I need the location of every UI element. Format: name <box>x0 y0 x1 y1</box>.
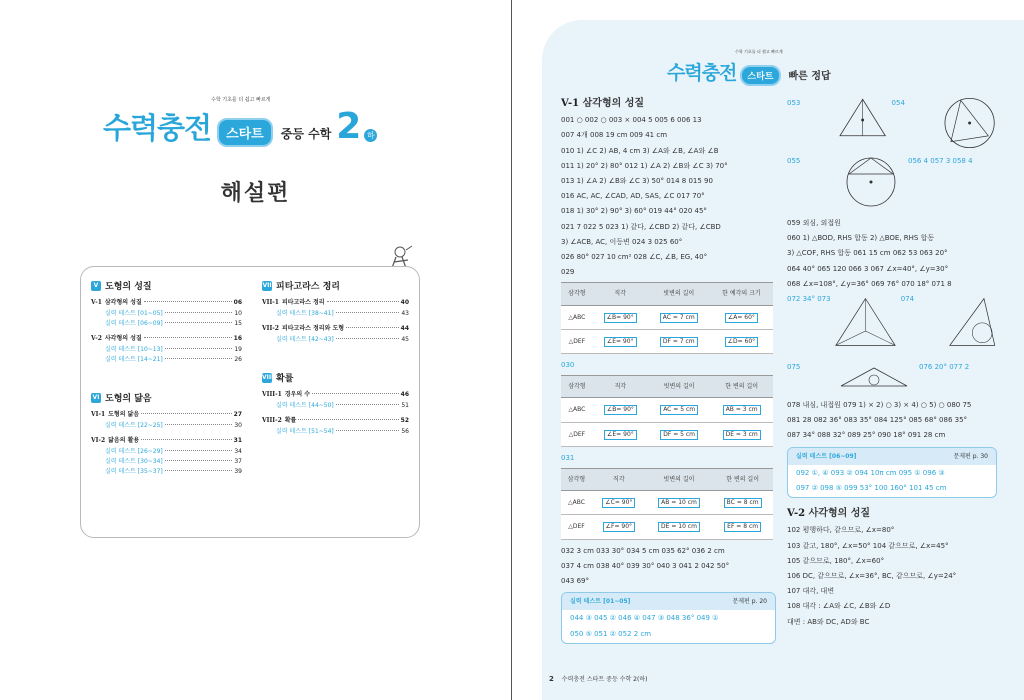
toc-chapter <box>91 298 242 308</box>
answer-line: 064 40° 065 120 066 3 067 ∠x=40°, ∠y=30° <box>787 264 949 273</box>
table-header-row <box>561 469 773 491</box>
cell-value: DE = 10 cm <box>658 522 700 532</box>
toc-column-1 <box>91 279 250 487</box>
table-cell <box>710 422 773 446</box>
table-header: 한 변의 길이 <box>712 469 773 491</box>
chapter-title: 경우의 수 <box>284 391 311 398</box>
circle-triangle-figure-icon <box>839 154 904 209</box>
answer-line: 105 같으므로, 180°, ∠x=60° <box>787 556 885 565</box>
page-footer: 2 수력충전 스타트 중등 수학 2(하) <box>549 675 648 683</box>
table-header: 삼각형 <box>561 283 593 305</box>
test-page: 19 <box>234 346 242 353</box>
table-cell <box>592 491 646 515</box>
chapter-label <box>91 298 142 308</box>
table-cell <box>648 422 710 446</box>
table-cell <box>592 515 646 539</box>
answer-line: 032 3 cm 033 30° 034 5 cm 035 62° 036 2 cm <box>561 546 725 555</box>
left-logo <box>103 97 377 147</box>
table-cell <box>648 398 710 422</box>
right-page <box>512 0 1024 700</box>
right-logo <box>667 49 831 86</box>
test-label: 실력 테스트 [38~41] <box>276 310 334 317</box>
table-header: 빗변의 길이 <box>648 376 710 398</box>
table-row <box>561 398 773 422</box>
test-label: 실력 테스트 [42~43] <box>276 336 334 343</box>
figure-row-055: 055 056 4 057 3 058 4 <box>787 154 997 216</box>
table-cell <box>561 398 593 422</box>
test-page: 10 <box>234 310 242 317</box>
table-cell <box>561 491 592 515</box>
flat-triangle-figure-icon <box>839 360 909 390</box>
cell-value: AC = 7 cm <box>660 313 698 323</box>
leader-dots <box>336 430 400 431</box>
test-label: 실력 테스트 [06~09] <box>105 320 163 327</box>
cell-value: ∠A= 60° <box>725 313 758 323</box>
table-row <box>561 491 773 515</box>
answer-line: 103 같고, 180°, ∠x=50° 104 같으므로, ∠x=45° <box>787 541 949 550</box>
logo-brand: 수력충전 <box>103 111 212 145</box>
leader-dots <box>298 419 398 420</box>
chapter-number: VII-2 <box>262 325 279 332</box>
table-cell <box>561 515 592 539</box>
page-title: 해설편 <box>220 181 291 206</box>
toc-chapter <box>262 324 409 334</box>
answer-line: 대변 : AB와 DC, AD와 BC <box>787 617 870 626</box>
toc-chapter <box>91 334 242 344</box>
answer-line: 029 <box>561 268 575 277</box>
table-header: 직각 <box>593 376 648 398</box>
answer-line: 102 평행하다, 같으므로, ∠x=80° <box>787 526 895 535</box>
logo-subject: 중등 수학 <box>280 127 332 141</box>
cell-value: EF = 8 cm <box>724 522 761 532</box>
chapter-label <box>262 298 325 308</box>
leader-dots <box>336 404 400 405</box>
cell-value: ∠B= 90° <box>604 313 637 323</box>
toc-part-head <box>91 391 242 404</box>
toc-test-entry <box>262 401 409 411</box>
chapter-title: 사각형의 성질 <box>104 335 142 342</box>
test-label: 실력 테스트 [14~21] <box>105 356 163 363</box>
chapter-page: 52 <box>400 417 409 424</box>
test-page: 51 <box>401 402 409 409</box>
cell-value: DF = 5 cm <box>660 430 698 440</box>
logo-semester: 하 <box>364 129 377 142</box>
table-cell <box>712 515 773 539</box>
part-title: 도형의 성질 <box>105 282 152 292</box>
chapter-page: 06 <box>233 299 242 306</box>
leader-dots <box>144 301 232 302</box>
toc-chapter <box>91 410 242 420</box>
table-cell <box>712 491 773 515</box>
cell-value: △DEF <box>568 430 586 438</box>
test-label: 실력 테스트 [51~54] <box>276 428 334 435</box>
test-page: 15 <box>234 320 242 327</box>
chapter-number: VI-1 <box>91 411 106 418</box>
answer-table <box>561 468 773 540</box>
table-header: 삼각형 <box>561 376 593 398</box>
toc-part-head <box>91 279 242 292</box>
answer-line: 007 4개 008 19 cm 009 41 cm <box>561 131 668 140</box>
chapter-number: VIII-1 <box>262 391 282 398</box>
cell-value: AC = 5 cm <box>660 405 698 415</box>
test-label: 실력 테스트 [10~13] <box>105 346 163 353</box>
answer-table <box>561 375 773 447</box>
test-label: 실력 테스트 [26~29] <box>105 448 163 455</box>
triangle-figure-icon <box>838 96 887 141</box>
chapter-number: V-1 <box>91 299 102 306</box>
answer-line: 037 4 cm 038 40° 039 30° 040 3 041 2 042 50° <box>561 561 730 570</box>
leader-dots <box>165 460 233 461</box>
table-number: 031 <box>561 453 575 462</box>
cell-value: ∠E= 90° <box>604 430 637 440</box>
leader-dots <box>144 337 232 338</box>
toc-test-entry <box>91 345 242 355</box>
chapter-title: 피타고라스 정리와 도형 <box>281 325 345 332</box>
leader-dots <box>336 338 400 339</box>
right-triangle-incircle-icon <box>948 292 997 352</box>
table-row <box>561 305 773 329</box>
toc-test-entry <box>91 355 242 365</box>
test-page: 34 <box>234 448 242 455</box>
answer-line: 059 외심, 외접원 <box>787 219 841 227</box>
test-answer-line: 050 ⑤ 051 ② 052 2 cm <box>570 629 652 638</box>
cell-value: ∠C= 90° <box>602 498 635 508</box>
leader-dots <box>165 358 233 359</box>
table-header: 빗변의 길이 <box>646 469 713 491</box>
answer-line: 060 1) △BOD, RHS 합동 2) △BOE, RHS 합동 <box>787 234 935 243</box>
table-cell <box>561 305 593 329</box>
chapter-page: 40 <box>400 299 409 306</box>
test-label: 실력 테스트 [01~05] <box>105 310 163 317</box>
leader-dots <box>312 393 399 394</box>
toc-column-2 <box>250 279 409 487</box>
left-page <box>0 0 511 700</box>
answer-line: 068 ∠x=108°, ∠y=36° 069 76° 070 18° 071 8 <box>787 279 952 288</box>
toc-chapter <box>262 416 409 426</box>
table-cell <box>648 305 710 329</box>
logo-tagline: 수학 기초를 더 쉽고 빠르게 <box>211 97 271 103</box>
toc-part <box>262 279 409 345</box>
answer-line: 018 1) 30° 2) 90° 3) 60° 019 44° 020 45° <box>561 207 707 216</box>
part-title: 피타고라스 정리 <box>276 282 340 292</box>
chapter-title: 도형의 닮음 <box>108 411 140 418</box>
toc-test-entry <box>262 427 409 437</box>
answer-line: 016 AC, AC, ∠CAD, AD, SAS, ∠C 017 70° <box>561 192 705 201</box>
toc-test-entry <box>91 421 242 431</box>
cell-value: △ABC <box>568 406 586 414</box>
answer-line: 026 80° 027 10 cm² 028 ∠C, ∠B, EG, 40° <box>561 253 708 262</box>
table-row <box>561 329 773 353</box>
answer-line: 106 DC, 같으므로, ∠x=36°, BC, 같으므로, ∠y=24° <box>787 572 957 581</box>
chapter-title: 피타고라스 정리 <box>281 299 325 306</box>
test-label: 실력 테스트 [35~37] <box>105 468 163 475</box>
table-cell <box>561 329 593 353</box>
table-cell <box>593 305 648 329</box>
cell-value: AB = 10 cm <box>658 498 700 508</box>
part-badge: VII <box>262 281 272 289</box>
answer-line: 021 7 022 5 023 1) 같다, ∠CBD 2) 같다, ∠CBD <box>561 222 721 231</box>
test-page: 37 <box>234 458 242 465</box>
leader-dots <box>346 327 399 328</box>
answer-line: 081 28 082 36° 083 35° 084 125° 085 68° 086 35° <box>787 416 968 425</box>
figure-row-072-074: 072 34° 073 074 <box>787 292 997 360</box>
table-row <box>561 515 773 539</box>
table-cell <box>561 422 593 446</box>
table-header-row <box>561 376 773 398</box>
cell-value: △DEF <box>568 523 585 531</box>
part-badge: VI <box>92 393 100 401</box>
toc-chapter <box>91 436 242 446</box>
table-cell <box>593 422 648 446</box>
test-label: 실력 테스트 [22~25] <box>105 422 163 429</box>
test-page: 43 <box>401 310 409 317</box>
table-header: 한 예각의 크기 <box>710 283 773 305</box>
leader-dots <box>141 413 231 414</box>
figure-row-075: 075 076 20° 077 2 <box>787 360 997 398</box>
chapter-title: 확률 <box>284 417 297 424</box>
answer-line: 013 1) ∠A 2) ∠B와 ∠C 3) 50° 014 8 015 90 <box>561 177 713 186</box>
answer-line: 010 1) ∠C 2) AB, 4 cm 3) ∠A와 ∠B, ∠A와 ∠B <box>561 146 719 155</box>
test-answer-line: 092 ①, ④ 093 ② 094 10π cm 095 ① 096 ③ <box>796 468 945 477</box>
part-badge: V <box>91 281 101 291</box>
test-box-1: 실력 테스트 [01~05] 문제편 p. 20 044 ③ 045 ② 046 ④ 047 ③ 048 36° 049 ① 050 ⑤ 051 ② 052 2 cm <box>561 592 776 644</box>
test-page: 56 <box>401 428 409 435</box>
chapter-label <box>91 334 142 344</box>
toc-test-entry <box>91 447 242 457</box>
answer-line: 011 1) 20° 2) 80° 012 1) ∠A 2) ∠B와 ∠C 3) 70° <box>561 161 728 170</box>
leader-dots <box>165 450 233 451</box>
cell-value: ∠B= 90° <box>604 405 637 415</box>
table-header-row <box>561 283 773 305</box>
answer-column-2 <box>787 96 997 630</box>
table-of-contents <box>80 266 420 538</box>
table-cell <box>593 398 648 422</box>
leader-dots <box>336 312 400 313</box>
table-header: 직각 <box>593 283 648 305</box>
chapter-number: VIII-2 <box>262 417 282 424</box>
cell-value: ∠F= 90° <box>603 522 635 532</box>
chapter-title: 닮음의 활용 <box>108 437 140 444</box>
figure-row-053-054: 053 054 <box>787 96 997 154</box>
right-page-title: 빠른 정답 <box>788 71 831 82</box>
test-page: 30 <box>234 422 242 429</box>
toc-test-entry <box>91 457 242 467</box>
test-page: 45 <box>401 336 409 343</box>
cell-value: ∠E= 90° <box>604 337 637 347</box>
toc-test-entry <box>91 467 242 477</box>
chapter-label <box>91 410 139 420</box>
table-row <box>561 422 773 446</box>
cell-value: △ABC <box>568 313 586 321</box>
part-title: 확률 <box>276 374 294 384</box>
incenter-figure-icon <box>834 292 897 352</box>
answer-line: 108 대각 : ∠A와 ∠C, ∠B와 ∠D <box>787 602 891 611</box>
answer-line: 078 내심, 내접원 079 1) × 2) ○ 3) × 4) ○ 5) ○ 080 75 <box>787 401 972 410</box>
right-logo-start-badge: 스타트 <box>740 65 780 86</box>
table-cell <box>593 329 648 353</box>
chapter-page: 27 <box>233 411 242 418</box>
test-answer-line: 044 ③ 045 ② 046 ④ 047 ③ 048 36° 049 ① <box>570 614 719 623</box>
leader-dots <box>165 470 233 471</box>
leader-dots <box>165 322 233 323</box>
leader-dots <box>165 424 233 425</box>
toc-part <box>262 371 409 437</box>
answer-line: 3) △COF, RHS 합동 061 15 cm 062 53 063 20° <box>787 249 948 258</box>
table-cell <box>710 329 773 353</box>
toc-part-head <box>262 279 409 292</box>
cell-value: DF = 7 cm <box>660 337 698 347</box>
chapter-page: 46 <box>400 391 409 398</box>
answer-line: 107 대각, 대변 <box>787 587 835 596</box>
test-answer-line: 097 ② 098 ⑤ 099 53° 100 160° 101 45 cm <box>796 484 947 493</box>
part-badge: VIII <box>262 373 274 381</box>
chapter-number: VI-2 <box>91 437 106 444</box>
toc-part-head <box>262 371 409 384</box>
chapter-number: VII-1 <box>262 299 279 306</box>
leader-dots <box>165 348 233 349</box>
cell-value: DE = 3 cm <box>723 430 761 440</box>
chapter-page: 31 <box>233 437 242 444</box>
chapter-label <box>91 436 139 446</box>
logo-start-badge: 스타트 <box>217 118 273 147</box>
section-title-v2: V-2 사각형의 성질 <box>787 508 871 520</box>
table-header: 빗변의 길이 <box>648 283 710 305</box>
table-cell <box>648 329 710 353</box>
toc-test-entry <box>91 309 242 319</box>
answer-line: 001 ○ 002 ○ 003 × 004 5 005 6 006 13 <box>561 116 702 125</box>
right-logo-brand: 수력충전 <box>667 62 737 84</box>
right-logo-tagline: 수학 기초를 더 쉽고 빠르게 <box>735 49 783 54</box>
answer-line: 3) ∠ACB, AC, 이등변 024 3 025 60° <box>561 237 683 246</box>
leader-dots <box>165 312 233 313</box>
table-header: 직각 <box>592 469 646 491</box>
table-header: 한 변의 길이 <box>710 376 773 398</box>
answer-column-1 <box>561 96 776 644</box>
cell-value: AB = 3 cm <box>723 405 761 415</box>
chapter-page: 16 <box>233 335 242 342</box>
toc-part <box>91 391 242 477</box>
test-page: 26 <box>234 356 242 363</box>
answer-table <box>561 282 773 354</box>
logo-grade: 2 <box>336 106 362 147</box>
toc-chapter <box>262 298 409 308</box>
table-cell <box>710 398 773 422</box>
chapter-page: 44 <box>400 325 409 332</box>
leader-dots <box>141 439 231 440</box>
cell-value: △ABC <box>568 499 585 507</box>
circumcircle-figure-icon <box>943 96 997 151</box>
table-cell <box>646 491 713 515</box>
toc-test-entry <box>262 335 409 345</box>
toc-test-entry <box>262 309 409 319</box>
chapter-number: V-2 <box>91 335 102 342</box>
chapter-title: 삼각형의 성질 <box>104 299 142 306</box>
test-label: 실력 테스트 [30~34] <box>105 458 163 465</box>
answer-line: 087 34° 088 32° 089 25° 090 18° 091 28 cm <box>787 431 946 440</box>
section-title-v1: V-1 삼각형의 성질 <box>561 98 645 109</box>
test-page: 39 <box>234 468 242 475</box>
answer-line: 043 69° <box>561 577 589 586</box>
leader-dots <box>327 301 399 302</box>
test-label: 실력 테스트 [44~50] <box>276 402 334 409</box>
test-box-2: 실력 테스트 [06~09] 문제편 p. 30 092 ①, ④ 093 ② 094 10π cm 095 ① 096 ③ 097 ② 098 ⑤ 099 53° 100 160° 101 45 cm <box>787 447 997 499</box>
toc-part <box>91 279 242 365</box>
cell-value: BC = 8 cm <box>724 498 762 508</box>
table-cell <box>646 515 713 539</box>
table-number: 030 <box>561 361 575 370</box>
toc-chapter <box>262 390 409 400</box>
chapter-label <box>262 390 310 400</box>
table-cell <box>710 305 773 329</box>
part-title: 도형의 닮음 <box>105 394 152 404</box>
table-header: 삼각형 <box>561 469 592 491</box>
chapter-label <box>262 324 344 334</box>
chapter-label <box>262 416 296 426</box>
cell-value: △DEF <box>568 337 586 345</box>
cell-value: ∠D= 60° <box>725 337 759 347</box>
toc-test-entry <box>91 319 242 329</box>
